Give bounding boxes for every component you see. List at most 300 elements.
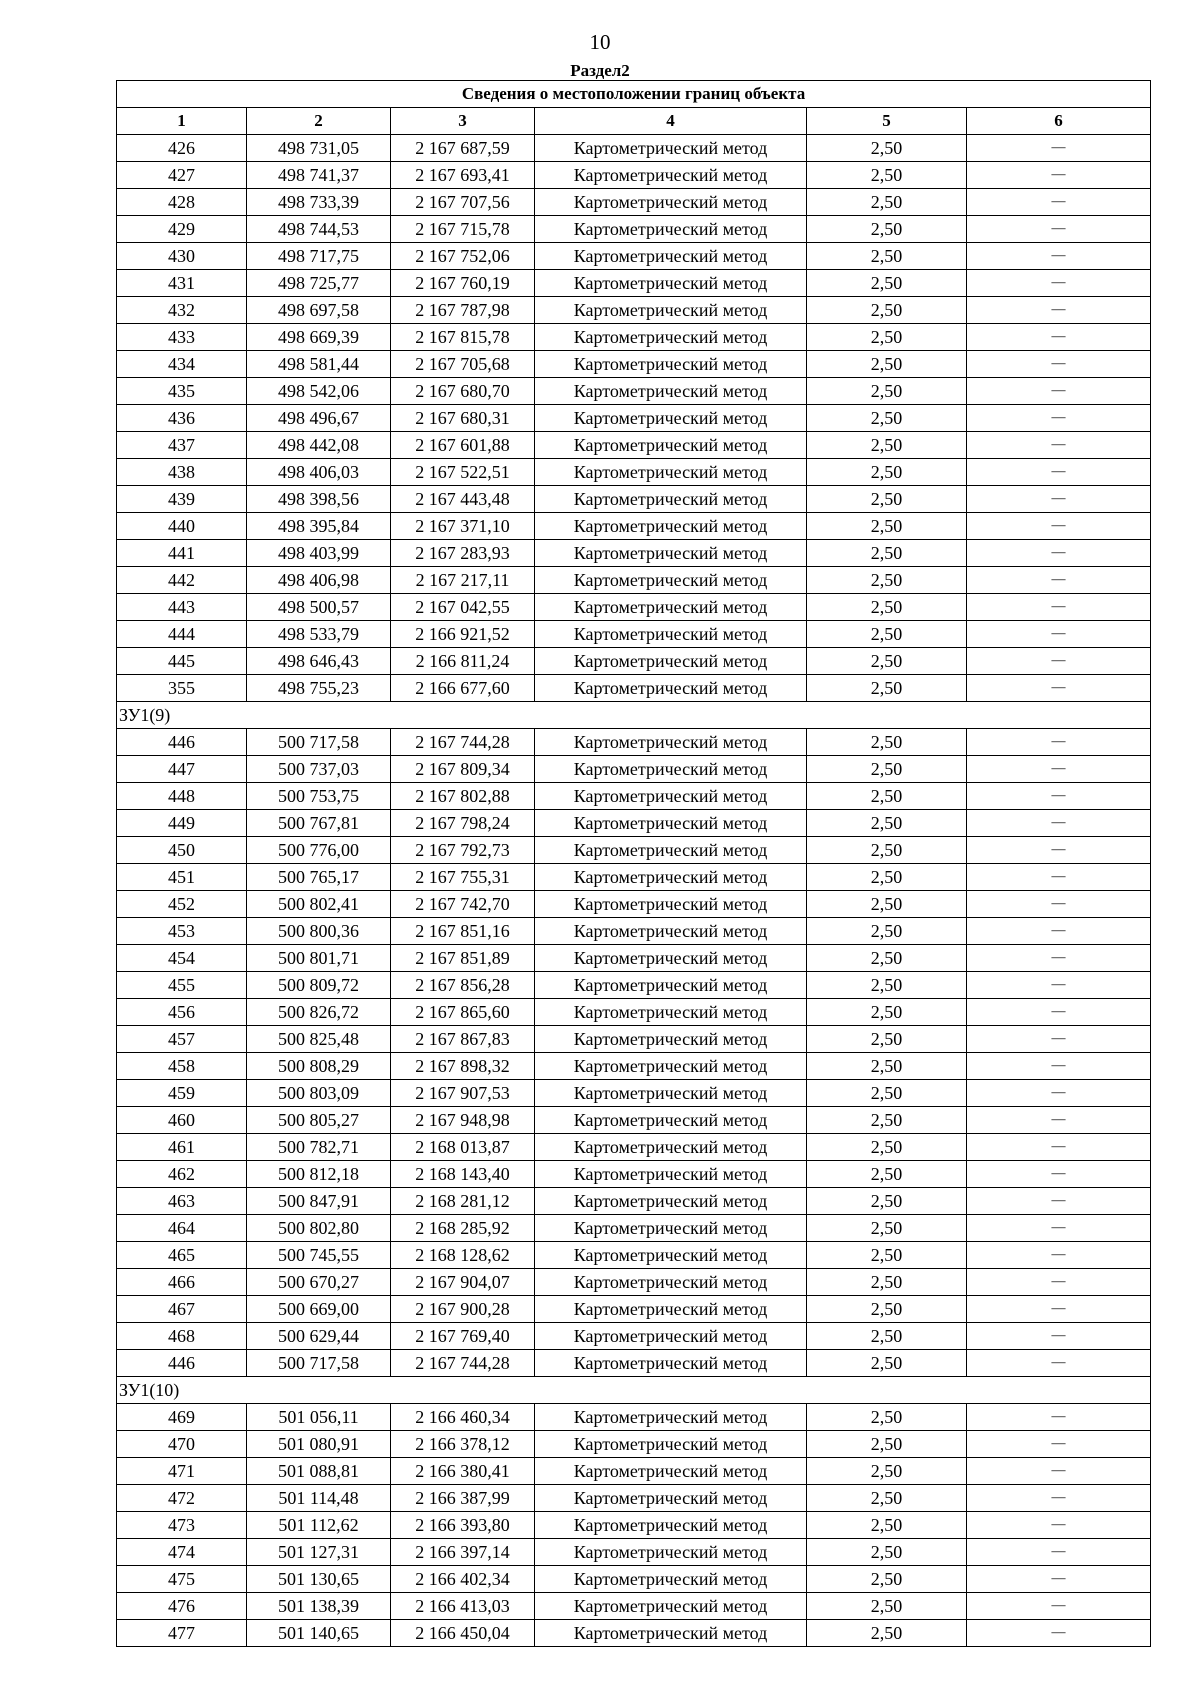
x-coordinate-cell: 498 395,84 bbox=[247, 513, 391, 540]
method-cell: Картометрический метод bbox=[535, 1323, 807, 1350]
column-number-row bbox=[117, 108, 1151, 135]
description-cell: — bbox=[967, 567, 1151, 594]
description-cell: — bbox=[967, 1161, 1151, 1188]
method-cell: Картометрический метод bbox=[535, 486, 807, 513]
y-coordinate-cell: 2 167 705,68 bbox=[391, 351, 535, 378]
table-row bbox=[117, 648, 1151, 675]
description-cell: — bbox=[967, 1512, 1151, 1539]
point-number-cell: 475 bbox=[117, 1566, 247, 1593]
table-row bbox=[117, 324, 1151, 351]
y-coordinate-cell: 2 167 769,40 bbox=[391, 1323, 535, 1350]
x-coordinate-cell: 498 697,58 bbox=[247, 297, 391, 324]
description-cell: — bbox=[967, 621, 1151, 648]
group-label: ЗУ1(9) bbox=[117, 702, 1151, 729]
point-number-cell: 427 bbox=[117, 162, 247, 189]
accuracy-cell: 2,50 bbox=[807, 378, 967, 405]
y-coordinate-cell: 2 167 744,28 bbox=[391, 729, 535, 756]
y-coordinate-cell: 2 166 393,80 bbox=[391, 1512, 535, 1539]
description-cell: — bbox=[967, 1620, 1151, 1647]
group-header-row bbox=[117, 702, 1151, 729]
table-row bbox=[117, 216, 1151, 243]
method-cell: Картометрический метод bbox=[535, 945, 807, 972]
table-row bbox=[117, 1539, 1151, 1566]
point-number-cell: 467 bbox=[117, 1296, 247, 1323]
accuracy-cell: 2,50 bbox=[807, 1026, 967, 1053]
method-cell: Картометрический метод bbox=[535, 1620, 807, 1647]
accuracy-cell: 2,50 bbox=[807, 243, 967, 270]
table-row bbox=[117, 1080, 1151, 1107]
accuracy-cell: 2,50 bbox=[807, 1350, 967, 1377]
y-coordinate-cell: 2 167 522,51 bbox=[391, 459, 535, 486]
method-cell: Картометрический метод bbox=[535, 1404, 807, 1431]
y-coordinate-cell: 2 167 802,88 bbox=[391, 783, 535, 810]
table-row bbox=[117, 243, 1151, 270]
x-coordinate-cell: 501 138,39 bbox=[247, 1593, 391, 1620]
x-coordinate-cell: 500 765,17 bbox=[247, 864, 391, 891]
point-number-cell: 447 bbox=[117, 756, 247, 783]
x-coordinate-cell: 501 114,48 bbox=[247, 1485, 391, 1512]
x-coordinate-cell: 500 802,41 bbox=[247, 891, 391, 918]
description-cell: — bbox=[967, 1350, 1151, 1377]
column-header: 2 bbox=[247, 108, 391, 135]
point-number-cell: 432 bbox=[117, 297, 247, 324]
description-cell: — bbox=[967, 432, 1151, 459]
x-coordinate-cell: 498 496,67 bbox=[247, 405, 391, 432]
method-cell: Картометрический метод bbox=[535, 432, 807, 459]
table-row bbox=[117, 513, 1151, 540]
y-coordinate-cell: 2 167 742,70 bbox=[391, 891, 535, 918]
y-coordinate-cell: 2 168 281,12 bbox=[391, 1188, 535, 1215]
x-coordinate-cell: 498 755,23 bbox=[247, 675, 391, 702]
x-coordinate-cell: 498 646,43 bbox=[247, 648, 391, 675]
method-cell: Картометрический метод bbox=[535, 1269, 807, 1296]
point-number-cell: 468 bbox=[117, 1323, 247, 1350]
y-coordinate-cell: 2 167 687,59 bbox=[391, 135, 535, 162]
y-coordinate-cell: 2 167 907,53 bbox=[391, 1080, 535, 1107]
y-coordinate-cell: 2 167 792,73 bbox=[391, 837, 535, 864]
accuracy-cell: 2,50 bbox=[807, 729, 967, 756]
table-body bbox=[117, 135, 1151, 1647]
method-cell: Картометрический метод bbox=[535, 891, 807, 918]
table-row bbox=[117, 351, 1151, 378]
method-cell: Картометрический метод bbox=[535, 1296, 807, 1323]
column-header: 1 bbox=[117, 108, 247, 135]
description-cell: — bbox=[967, 756, 1151, 783]
column-header: 5 bbox=[807, 108, 967, 135]
table-row bbox=[117, 1512, 1151, 1539]
description-cell: — bbox=[967, 1458, 1151, 1485]
method-cell: Картометрический метод bbox=[535, 1431, 807, 1458]
point-number-cell: 461 bbox=[117, 1134, 247, 1161]
method-cell: Картометрический метод bbox=[535, 1053, 807, 1080]
description-cell: — bbox=[967, 1215, 1151, 1242]
point-number-cell: 455 bbox=[117, 972, 247, 999]
y-coordinate-cell: 2 167 904,07 bbox=[391, 1269, 535, 1296]
method-cell: Картометрический метод bbox=[535, 999, 807, 1026]
table-row bbox=[117, 1620, 1151, 1647]
method-cell: Картометрический метод bbox=[535, 972, 807, 999]
accuracy-cell: 2,50 bbox=[807, 513, 967, 540]
y-coordinate-cell: 2 166 402,34 bbox=[391, 1566, 535, 1593]
method-cell: Картометрический метод bbox=[535, 567, 807, 594]
point-number-cell: 470 bbox=[117, 1431, 247, 1458]
table-row bbox=[117, 1593, 1151, 1620]
table-row bbox=[117, 189, 1151, 216]
method-cell: Картометрический метод bbox=[535, 1593, 807, 1620]
y-coordinate-cell: 2 167 787,98 bbox=[391, 297, 535, 324]
table-row bbox=[117, 1350, 1151, 1377]
y-coordinate-cell: 2 167 948,98 bbox=[391, 1107, 535, 1134]
method-cell: Картометрический метод bbox=[535, 1215, 807, 1242]
point-number-cell: 449 bbox=[117, 810, 247, 837]
accuracy-cell: 2,50 bbox=[807, 216, 967, 243]
x-coordinate-cell: 498 403,99 bbox=[247, 540, 391, 567]
description-cell: — bbox=[967, 162, 1151, 189]
accuracy-cell: 2,50 bbox=[807, 972, 967, 999]
y-coordinate-cell: 2 167 760,19 bbox=[391, 270, 535, 297]
x-coordinate-cell: 501 130,65 bbox=[247, 1566, 391, 1593]
description-cell: — bbox=[967, 891, 1151, 918]
y-coordinate-cell: 2 166 380,41 bbox=[391, 1458, 535, 1485]
y-coordinate-cell: 2 166 387,99 bbox=[391, 1485, 535, 1512]
table-row bbox=[117, 756, 1151, 783]
x-coordinate-cell: 501 127,31 bbox=[247, 1539, 391, 1566]
point-number-cell: 465 bbox=[117, 1242, 247, 1269]
table-row bbox=[117, 1323, 1151, 1350]
description-cell: — bbox=[967, 972, 1151, 999]
x-coordinate-cell: 500 825,48 bbox=[247, 1026, 391, 1053]
description-cell: — bbox=[967, 459, 1151, 486]
method-cell: Картометрический метод bbox=[535, 351, 807, 378]
point-number-cell: 450 bbox=[117, 837, 247, 864]
point-number-cell: 433 bbox=[117, 324, 247, 351]
point-number-cell: 453 bbox=[117, 918, 247, 945]
x-coordinate-cell: 498 669,39 bbox=[247, 324, 391, 351]
y-coordinate-cell: 2 167 867,83 bbox=[391, 1026, 535, 1053]
accuracy-cell: 2,50 bbox=[807, 1080, 967, 1107]
accuracy-cell: 2,50 bbox=[807, 1404, 967, 1431]
x-coordinate-cell: 500 669,00 bbox=[247, 1296, 391, 1323]
method-cell: Картометрический метод bbox=[535, 648, 807, 675]
column-header: 4 bbox=[535, 108, 807, 135]
table-row bbox=[117, 1269, 1151, 1296]
y-coordinate-cell: 2 166 378,12 bbox=[391, 1431, 535, 1458]
point-number-cell: 439 bbox=[117, 486, 247, 513]
point-number-cell: 355 bbox=[117, 675, 247, 702]
y-coordinate-cell: 2 167 851,16 bbox=[391, 918, 535, 945]
point-number-cell: 472 bbox=[117, 1485, 247, 1512]
method-cell: Картометрический метод bbox=[535, 864, 807, 891]
method-cell: Картометрический метод bbox=[535, 1566, 807, 1593]
table-row bbox=[117, 459, 1151, 486]
x-coordinate-cell: 498 741,37 bbox=[247, 162, 391, 189]
description-cell: — bbox=[967, 1107, 1151, 1134]
description-cell: — bbox=[967, 378, 1151, 405]
accuracy-cell: 2,50 bbox=[807, 1566, 967, 1593]
method-cell: Картометрический метод bbox=[535, 594, 807, 621]
column-header: 3 bbox=[391, 108, 535, 135]
description-cell: — bbox=[967, 918, 1151, 945]
y-coordinate-cell: 2 166 677,60 bbox=[391, 675, 535, 702]
table-row bbox=[117, 1458, 1151, 1485]
accuracy-cell: 2,50 bbox=[807, 1107, 967, 1134]
y-coordinate-cell: 2 167 715,78 bbox=[391, 216, 535, 243]
accuracy-cell: 2,50 bbox=[807, 351, 967, 378]
method-cell: Картометрический метод bbox=[535, 1242, 807, 1269]
y-coordinate-cell: 2 168 128,62 bbox=[391, 1242, 535, 1269]
table-row bbox=[117, 1296, 1151, 1323]
accuracy-cell: 2,50 bbox=[807, 1188, 967, 1215]
y-coordinate-cell: 2 167 601,88 bbox=[391, 432, 535, 459]
point-number-cell: 441 bbox=[117, 540, 247, 567]
method-cell: Картометрический метод bbox=[535, 729, 807, 756]
table-row bbox=[117, 1161, 1151, 1188]
point-number-cell: 446 bbox=[117, 729, 247, 756]
description-cell: — bbox=[967, 648, 1151, 675]
accuracy-cell: 2,50 bbox=[807, 405, 967, 432]
table-row bbox=[117, 621, 1151, 648]
accuracy-cell: 2,50 bbox=[807, 918, 967, 945]
table-row bbox=[117, 1431, 1151, 1458]
point-number-cell: 431 bbox=[117, 270, 247, 297]
description-cell: — bbox=[967, 675, 1151, 702]
accuracy-cell: 2,50 bbox=[807, 1296, 967, 1323]
table-row bbox=[117, 1134, 1151, 1161]
x-coordinate-cell: 500 809,72 bbox=[247, 972, 391, 999]
accuracy-cell: 2,50 bbox=[807, 1512, 967, 1539]
point-number-cell: 438 bbox=[117, 459, 247, 486]
point-number-cell: 437 bbox=[117, 432, 247, 459]
y-coordinate-cell: 2 167 755,31 bbox=[391, 864, 535, 891]
y-coordinate-cell: 2 167 744,28 bbox=[391, 1350, 535, 1377]
description-cell: — bbox=[967, 1026, 1151, 1053]
point-number-cell: 445 bbox=[117, 648, 247, 675]
x-coordinate-cell: 500 629,44 bbox=[247, 1323, 391, 1350]
y-coordinate-cell: 2 167 707,56 bbox=[391, 189, 535, 216]
y-coordinate-cell: 2 167 693,41 bbox=[391, 162, 535, 189]
table-row bbox=[117, 891, 1151, 918]
x-coordinate-cell: 500 745,55 bbox=[247, 1242, 391, 1269]
y-coordinate-cell: 2 167 815,78 bbox=[391, 324, 535, 351]
y-coordinate-cell: 2 166 921,52 bbox=[391, 621, 535, 648]
description-cell: — bbox=[967, 999, 1151, 1026]
point-number-cell: 442 bbox=[117, 567, 247, 594]
description-cell: — bbox=[967, 810, 1151, 837]
x-coordinate-cell: 500 753,75 bbox=[247, 783, 391, 810]
method-cell: Картометрический метод bbox=[535, 918, 807, 945]
accuracy-cell: 2,50 bbox=[807, 486, 967, 513]
x-coordinate-cell: 498 533,79 bbox=[247, 621, 391, 648]
method-cell: Картометрический метод bbox=[535, 1107, 807, 1134]
table-row bbox=[117, 837, 1151, 864]
table-row bbox=[117, 945, 1151, 972]
method-cell: Картометрический метод bbox=[535, 810, 807, 837]
table-row bbox=[117, 432, 1151, 459]
description-cell: — bbox=[967, 1080, 1151, 1107]
y-coordinate-cell: 2 167 798,24 bbox=[391, 810, 535, 837]
method-cell: Картометрический метод bbox=[535, 405, 807, 432]
method-cell: Картометрический метод bbox=[535, 756, 807, 783]
description-cell: — bbox=[967, 1269, 1151, 1296]
table-row bbox=[117, 162, 1151, 189]
point-number-cell: 460 bbox=[117, 1107, 247, 1134]
accuracy-cell: 2,50 bbox=[807, 1431, 967, 1458]
accuracy-cell: 2,50 bbox=[807, 864, 967, 891]
group-header-row bbox=[117, 1377, 1151, 1404]
boundary-coordinates-table bbox=[116, 80, 1151, 1647]
y-coordinate-cell: 2 166 460,34 bbox=[391, 1404, 535, 1431]
description-cell: — bbox=[967, 297, 1151, 324]
x-coordinate-cell: 498 542,06 bbox=[247, 378, 391, 405]
x-coordinate-cell: 500 717,58 bbox=[247, 1350, 391, 1377]
x-coordinate-cell: 498 406,03 bbox=[247, 459, 391, 486]
description-cell: — bbox=[967, 594, 1151, 621]
description-cell: — bbox=[967, 945, 1151, 972]
description-cell: — bbox=[967, 1404, 1151, 1431]
point-number-cell: 444 bbox=[117, 621, 247, 648]
accuracy-cell: 2,50 bbox=[807, 162, 967, 189]
table-row bbox=[117, 297, 1151, 324]
table-row bbox=[117, 1404, 1151, 1431]
column-header: 6 bbox=[967, 108, 1151, 135]
point-number-cell: 443 bbox=[117, 594, 247, 621]
point-number-cell: 462 bbox=[117, 1161, 247, 1188]
table-row bbox=[117, 972, 1151, 999]
accuracy-cell: 2,50 bbox=[807, 1458, 967, 1485]
point-number-cell: 435 bbox=[117, 378, 247, 405]
description-cell: — bbox=[967, 837, 1151, 864]
method-cell: Картометрический метод bbox=[535, 621, 807, 648]
x-coordinate-cell: 500 717,58 bbox=[247, 729, 391, 756]
table-row bbox=[117, 567, 1151, 594]
x-coordinate-cell: 498 717,75 bbox=[247, 243, 391, 270]
y-coordinate-cell: 2 167 371,10 bbox=[391, 513, 535, 540]
description-cell: — bbox=[967, 729, 1151, 756]
accuracy-cell: 2,50 bbox=[807, 945, 967, 972]
y-coordinate-cell: 2 167 851,89 bbox=[391, 945, 535, 972]
point-number-cell: 477 bbox=[117, 1620, 247, 1647]
point-number-cell: 474 bbox=[117, 1539, 247, 1566]
x-coordinate-cell: 500 847,91 bbox=[247, 1188, 391, 1215]
table-row bbox=[117, 594, 1151, 621]
description-cell: — bbox=[967, 1485, 1151, 1512]
accuracy-cell: 2,50 bbox=[807, 189, 967, 216]
point-number-cell: 463 bbox=[117, 1188, 247, 1215]
accuracy-cell: 2,50 bbox=[807, 783, 967, 810]
table-row bbox=[117, 270, 1151, 297]
method-cell: Картометрический метод bbox=[535, 270, 807, 297]
table-row bbox=[117, 1485, 1151, 1512]
method-cell: Картометрический метод bbox=[535, 1080, 807, 1107]
description-cell: — bbox=[967, 351, 1151, 378]
x-coordinate-cell: 501 140,65 bbox=[247, 1620, 391, 1647]
table-row bbox=[117, 1215, 1151, 1242]
point-number-cell: 436 bbox=[117, 405, 247, 432]
table-row bbox=[117, 729, 1151, 756]
description-cell: — bbox=[967, 1566, 1151, 1593]
point-number-cell: 440 bbox=[117, 513, 247, 540]
method-cell: Картометрический метод bbox=[535, 324, 807, 351]
accuracy-cell: 2,50 bbox=[807, 1215, 967, 1242]
accuracy-cell: 2,50 bbox=[807, 837, 967, 864]
accuracy-cell: 2,50 bbox=[807, 999, 967, 1026]
point-number-cell: 446 bbox=[117, 1350, 247, 1377]
table-row bbox=[117, 864, 1151, 891]
accuracy-cell: 2,50 bbox=[807, 459, 967, 486]
method-cell: Картометрический метод bbox=[535, 1350, 807, 1377]
point-number-cell: 476 bbox=[117, 1593, 247, 1620]
description-cell: — bbox=[967, 864, 1151, 891]
x-coordinate-cell: 498 731,05 bbox=[247, 135, 391, 162]
description-cell: — bbox=[967, 486, 1151, 513]
point-number-cell: 456 bbox=[117, 999, 247, 1026]
accuracy-cell: 2,50 bbox=[807, 1323, 967, 1350]
y-coordinate-cell: 2 166 413,03 bbox=[391, 1593, 535, 1620]
description-cell: — bbox=[967, 1296, 1151, 1323]
method-cell: Картометрический метод bbox=[535, 837, 807, 864]
accuracy-cell: 2,50 bbox=[807, 675, 967, 702]
point-number-cell: 464 bbox=[117, 1215, 247, 1242]
y-coordinate-cell: 2 167 680,31 bbox=[391, 405, 535, 432]
point-number-cell: 457 bbox=[117, 1026, 247, 1053]
table-row bbox=[117, 135, 1151, 162]
x-coordinate-cell: 500 826,72 bbox=[247, 999, 391, 1026]
method-cell: Картометрический метод bbox=[535, 243, 807, 270]
accuracy-cell: 2,50 bbox=[807, 1053, 967, 1080]
accuracy-cell: 2,50 bbox=[807, 1485, 967, 1512]
method-cell: Картометрический метод bbox=[535, 1539, 807, 1566]
table-row bbox=[117, 405, 1151, 432]
point-number-cell: 452 bbox=[117, 891, 247, 918]
description-cell: — bbox=[967, 270, 1151, 297]
point-number-cell: 430 bbox=[117, 243, 247, 270]
point-number-cell: 473 bbox=[117, 1512, 247, 1539]
x-coordinate-cell: 500 802,80 bbox=[247, 1215, 391, 1242]
accuracy-cell: 2,50 bbox=[807, 810, 967, 837]
table-row bbox=[117, 1242, 1151, 1269]
table-row bbox=[117, 1053, 1151, 1080]
y-coordinate-cell: 2 167 042,55 bbox=[391, 594, 535, 621]
table-row bbox=[117, 1026, 1151, 1053]
x-coordinate-cell: 498 398,56 bbox=[247, 486, 391, 513]
accuracy-cell: 2,50 bbox=[807, 1269, 967, 1296]
point-number-cell: 426 bbox=[117, 135, 247, 162]
point-number-cell: 448 bbox=[117, 783, 247, 810]
table-row bbox=[117, 1188, 1151, 1215]
method-cell: Картометрический метод bbox=[535, 675, 807, 702]
description-cell: — bbox=[967, 1539, 1151, 1566]
x-coordinate-cell: 500 670,27 bbox=[247, 1269, 391, 1296]
table-row bbox=[117, 783, 1151, 810]
description-cell: — bbox=[967, 513, 1151, 540]
x-coordinate-cell: 501 056,11 bbox=[247, 1404, 391, 1431]
description-cell: — bbox=[967, 540, 1151, 567]
point-number-cell: 454 bbox=[117, 945, 247, 972]
point-number-cell: 459 bbox=[117, 1080, 247, 1107]
method-cell: Картометрический метод bbox=[535, 1485, 807, 1512]
description-cell: — bbox=[967, 1431, 1151, 1458]
accuracy-cell: 2,50 bbox=[807, 432, 967, 459]
accuracy-cell: 2,50 bbox=[807, 324, 967, 351]
table-row bbox=[117, 918, 1151, 945]
method-cell: Картометрический метод bbox=[535, 540, 807, 567]
x-coordinate-cell: 500 782,71 bbox=[247, 1134, 391, 1161]
group-label: ЗУ1(10) bbox=[117, 1377, 1151, 1404]
method-cell: Картометрический метод bbox=[535, 297, 807, 324]
point-number-cell: 471 bbox=[117, 1458, 247, 1485]
accuracy-cell: 2,50 bbox=[807, 621, 967, 648]
y-coordinate-cell: 2 167 809,34 bbox=[391, 756, 535, 783]
